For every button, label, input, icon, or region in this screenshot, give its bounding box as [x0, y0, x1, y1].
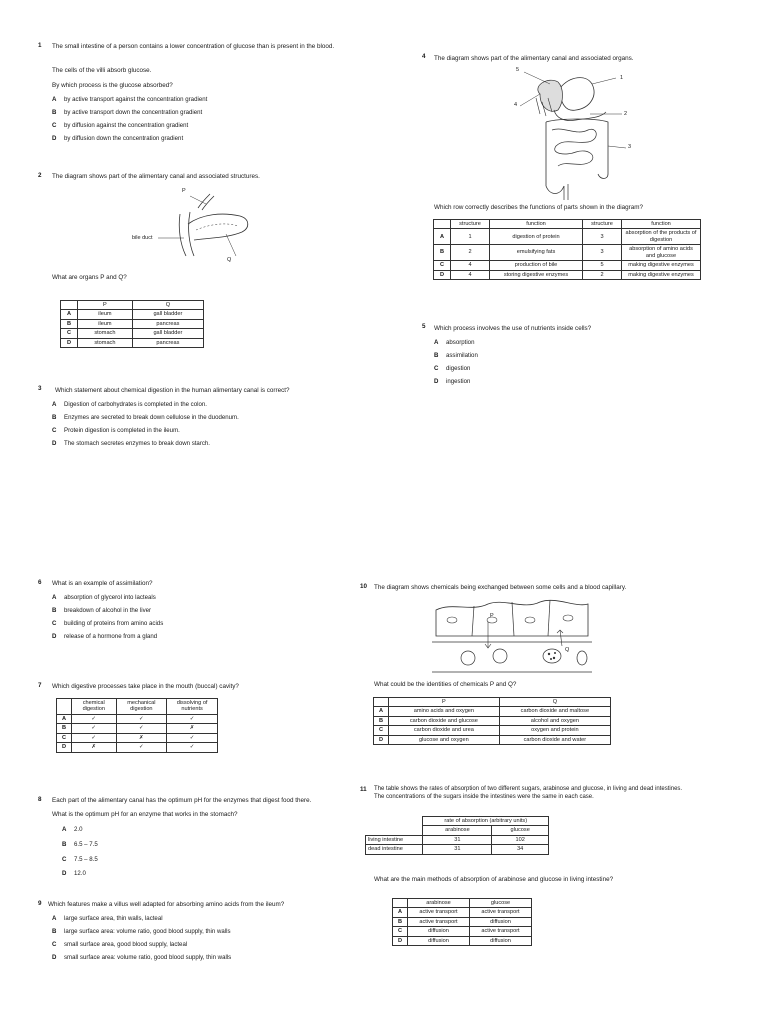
q6-option-d: D release of a hormone from a gland — [52, 633, 158, 640]
q4-label-5: 5 — [516, 67, 520, 73]
table-row: A amino acids and oxygen carbon dioxide and maltose — [374, 707, 611, 716]
q11-question: What are the main methods of absorption of arabinose and glucose in living intestine? — [374, 876, 614, 883]
q1-stem: The small intestine of a person contains a lower concentration of glucose than is present in the blood. — [52, 43, 335, 50]
table-row: C ✓ ✗ ✓ — [57, 733, 218, 742]
q1-line2: The cells of the villi absorb glucose. — [52, 67, 152, 74]
q10-table: P Q A amino acids and oxygen carbon dioxide and maltose B carbon dioxide and glucose alcohol and oxygen C carbon dioxide and urea oxygen and protein D glucose and oxygen carbon dioxide and water — [373, 697, 611, 745]
q2-label-p: P — [182, 188, 186, 194]
q11-stem: The table shows the rates of absorption of two different sugars, arabinose and glucose, in living and dead intestines. The concentrations of the sugars inside the intestines were the same in each case. — [374, 786, 683, 800]
table-row: D diffusion diffusion — [393, 936, 532, 945]
table-row: C diffusion active transport — [393, 927, 532, 936]
q10-label-q: Q — [565, 647, 570, 653]
q4-question: Which row correctly describes the functions of parts shown in the diagram? — [434, 204, 643, 211]
q5-option-c: C digestion — [434, 365, 471, 372]
q11-absorption-table: rate of absorption (arbitrary units) arabinose glucose living intestine 31 102 dead intestine 31 34 — [365, 816, 549, 855]
q4-number: 4 — [422, 53, 426, 60]
table-row: C carbon dioxide and urea oxygen and protein — [374, 726, 611, 735]
table-row: D stomach pancreas — [61, 338, 204, 347]
table-row: dead intestine 31 34 — [366, 845, 549, 854]
q5-stem: Which process involves the use of nutrients inside cells? — [434, 325, 592, 332]
q4-label-4: 4 — [514, 102, 518, 108]
table-row: B 2 emulsifying fats 3 absorption of amino acids and glucose — [434, 245, 701, 261]
pancreas-duodenum-diagram — [150, 186, 260, 266]
q8-number: 8 — [38, 796, 42, 803]
q10-number: 10 — [360, 583, 368, 590]
q9-option-a: A large surface area, thin walls, lacteal — [52, 915, 163, 922]
table-row: B ileum pancreas — [61, 319, 204, 328]
q10-label-p: P — [490, 613, 494, 619]
q8-option-a: A 2.0 — [62, 826, 83, 833]
table-row: A ✓ ✓ ✓ — [57, 714, 218, 723]
q3-option-b: B Enzymes are secreted to break down cellulose in the duodenum. — [52, 414, 239, 421]
q4-label-1: 1 — [620, 75, 624, 81]
table-row: B ✓ ✓ ✗ — [57, 724, 218, 733]
q2-label-q: Q — [227, 257, 232, 263]
q4-stem: The diagram shows part of the alimentary canal and associated organs. — [434, 55, 634, 62]
q1-option-d: D by diffusion down the concentration gradient — [52, 135, 184, 142]
q5-option-b: B assimilation — [434, 352, 478, 359]
q2-question: What are organs P and Q? — [52, 274, 127, 281]
table-row: A 1 digestion of protein 3 absorption of the products of digestion — [434, 229, 701, 245]
q2-number: 2 — [38, 172, 42, 179]
q6-option-c: C building of proteins from amino acids — [52, 620, 164, 627]
q4-table: structure function structure function A 1 digestion of protein 3 absorption of the products of digestion B 2 emulsifying fats 3 absorption of amino acids and glucose C 4 production of bile 5 making digestive enzymes D 4 storing digestive enzymes 2 making digestive enzymes — [433, 219, 701, 280]
table-row: D glucose and oxygen carbon dioxide and water — [374, 735, 611, 744]
q1-question: By which process is the glucose absorbed? — [52, 82, 173, 89]
q9-option-b: B large surface area: volume ratio, good blood supply, thin walls — [52, 928, 231, 935]
q3-stem: Which statement about chemical digestion in the human alimentary canal is correct? — [55, 387, 290, 394]
alimentary-canal-diagram — [510, 64, 640, 200]
q2-stem: The diagram shows part of the alimentary canal and associated structures. — [52, 173, 260, 180]
table-row: A active transport active transport — [393, 908, 532, 917]
q8-question: What is the optimum pH for an enzyme that works in the stomach? — [52, 811, 238, 818]
q2-table: P Q A ileum gall bladder B ileum pancreas C stomach gall bladder D stomach pancreas — [60, 300, 204, 348]
q3-option-a: A Digestion of carbohydrates is completed in the colon. — [52, 401, 207, 408]
q2-label-bile-duct: bile duct — [132, 235, 153, 241]
q5-number: 5 — [422, 323, 426, 330]
q8-stem: Each part of the alimentary canal has the optimum pH for the enzymes that digest food there. — [52, 797, 312, 804]
table-row: A ileum gall bladder — [61, 310, 204, 319]
q8-option-b: B 6.5 – 7.5 — [62, 841, 98, 848]
q7-stem: Which digestive processes take place in the mouth (buccal) cavity? — [52, 683, 239, 690]
q10-stem: The diagram shows chemicals being exchanged between some cells and a blood capillary. — [374, 584, 627, 591]
q10-question: What could be the identities of chemicals P and Q? — [374, 681, 517, 688]
q4-label-2: 2 — [624, 111, 628, 117]
q9-number: 9 — [38, 900, 42, 907]
q1-option-c: C by diffusion against the concentration gradient — [52, 122, 189, 129]
q11-number: 11 — [360, 786, 367, 793]
table-row: C stomach gall bladder — [61, 329, 204, 338]
q7-table: chemical digestion mechanical digestion dissolving of nutrients A ✓ ✓ ✓ B ✓ ✓ ✗ C ✓ ✗ ✓ D ✗ ✓ ✓ — [56, 698, 218, 753]
q1-option-a: A by active transport against the concentration gradient — [52, 96, 208, 103]
q3-number: 3 — [38, 385, 42, 392]
q6-stem: What is an example of assimilation? — [52, 580, 153, 587]
q6-option-b: B breakdown of alcohol in the liver — [52, 607, 152, 614]
q9-option-c: C small surface area, good blood supply, lacteal — [52, 941, 188, 948]
table-row: D ✗ ✓ ✓ — [57, 743, 218, 752]
q3-option-d: D The stomach secretes enzymes to break down starch. — [52, 440, 210, 447]
q5-option-a: A absorption — [434, 339, 475, 346]
q4-label-3: 3 — [628, 144, 632, 150]
q9-stem: Which features make a villus well adapted for absorbing amino acids from the ileum? — [48, 901, 285, 908]
q3-option-c: C Protein digestion is completed in the ileum. — [52, 427, 180, 434]
table-row: C 4 production of bile 5 making digestive enzymes — [434, 261, 701, 270]
q7-number: 7 — [38, 682, 42, 689]
q5-option-d: D ingestion — [434, 378, 471, 385]
q11-methods-table: arabinose glucose A active transport active transport B active transport diffusion C diffusion active transport D diffusion diffusion — [392, 898, 532, 946]
q8-option-c: C 7.5 – 8.5 — [62, 856, 98, 863]
table-row: B carbon dioxide and glucose alcohol and oxygen — [374, 716, 611, 725]
q9-option-d: D small surface area: volume ratio, good blood supply, thin walls — [52, 954, 232, 961]
table-row: D 4 storing digestive enzymes 2 making digestive enzymes — [434, 270, 701, 279]
q1-number: 1 — [38, 42, 42, 49]
q8-option-d: D 12.0 — [62, 870, 86, 877]
q6-number: 6 — [38, 579, 42, 586]
table-row: B active transport diffusion — [393, 917, 532, 926]
table-row: living intestine 31 102 — [366, 835, 549, 844]
q6-option-a: A absorption of glycerol into lacteals — [52, 594, 156, 601]
q1-option-b: B by active transport down the concentration gradient — [52, 109, 203, 116]
cells-capillary-diagram — [432, 598, 592, 678]
